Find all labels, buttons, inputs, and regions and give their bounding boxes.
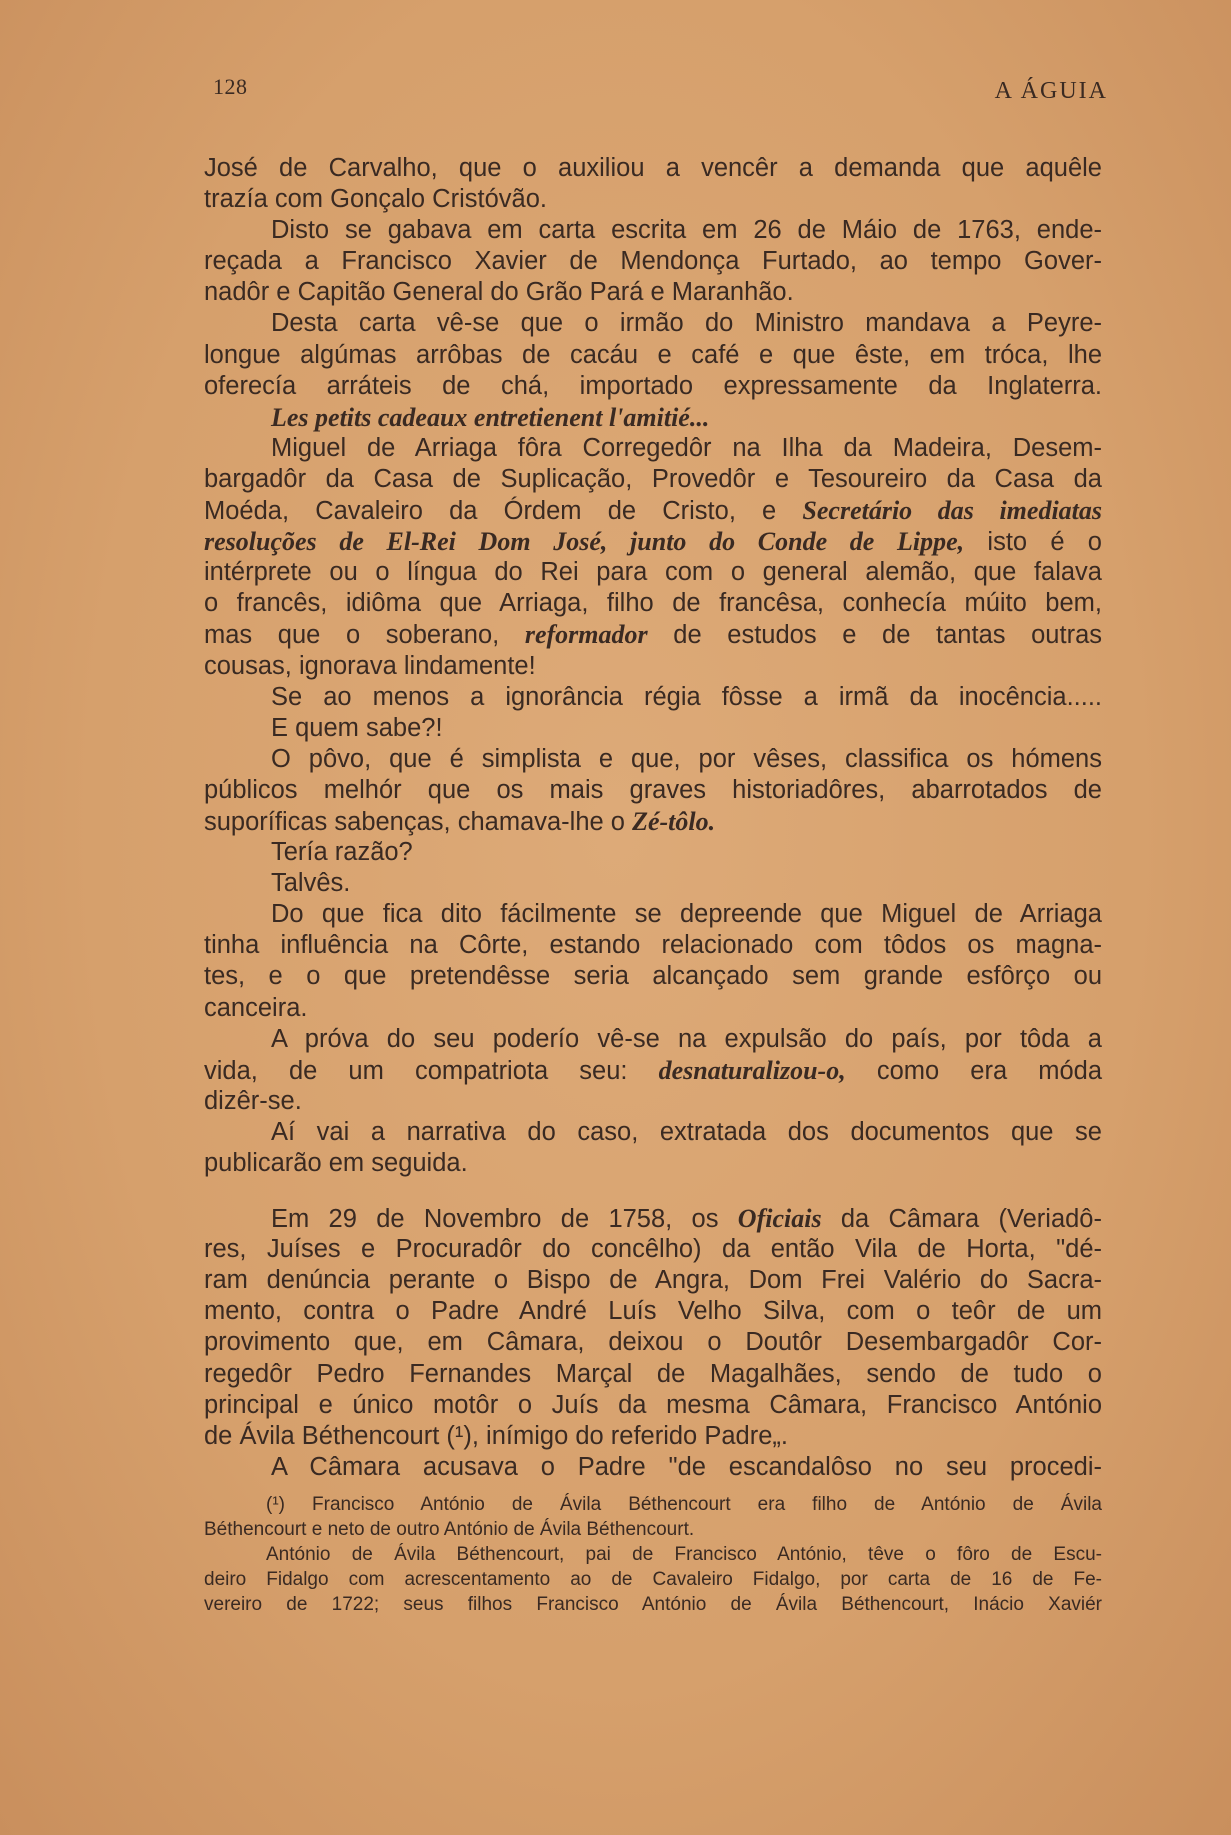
text-line: Disto se gabava em carta escrita em 26 de Máio de 1763, ende- bbox=[271, 216, 1102, 245]
text-line: cousas, ignorava lindamente! bbox=[204, 651, 536, 680]
text-line: Miguel de Arriaga fôra Corregedôr na Ilha da Madeira, Desem- bbox=[271, 433, 1102, 462]
text-line: regedôr Pedro Fernandes Marçal de Magalhães, sendo de tudo o bbox=[204, 1359, 1102, 1388]
text-line bbox=[204, 619, 1102, 650]
text-line: A Câmara acusava o Padre "de escandalôso no seu procedi- bbox=[271, 1452, 1102, 1481]
italic-run: Secretário das imediatas bbox=[802, 496, 1103, 526]
text-run: vida, de um compatriota seu: bbox=[204, 1056, 628, 1085]
text-line: Tería razão? bbox=[271, 838, 413, 867]
text-line: A próva do seu poderío vê-se na expulsão do país, por tôda a bbox=[271, 1024, 1102, 1053]
page-header bbox=[213, 74, 1108, 114]
text-line: José de Carvalho, que o auxiliou a vencêr a demanda que aquêle bbox=[204, 154, 1102, 182]
text-line: de Ávila Béthencourt (¹), inímigo do referido Padre„. bbox=[204, 1421, 788, 1450]
text-line: longue algúmas arrôbas de cacáu e café e que êste, em tróca, lhe bbox=[204, 340, 1102, 369]
paragraph-gap bbox=[204, 1179, 1102, 1203]
text-line: trazía com Gonçalo Cristóvão. bbox=[204, 185, 547, 214]
text-line bbox=[204, 1055, 1102, 1086]
footnote-line: deiro Fidalgo com acrescentamento ao de Cavaleiro Fidalgo, por carta de 16 de Fe- bbox=[204, 1569, 1102, 1590]
page-number: 128 bbox=[213, 74, 248, 99]
text-run: Em 29 de Novembro de 1758, os bbox=[271, 1205, 719, 1234]
text-run: como era móda bbox=[876, 1056, 1103, 1085]
italic-run: resoluções de El-Rei Dom José, junto do Conde de Lippe, bbox=[204, 527, 965, 557]
text-line: tes, e o que pretendêsse seria alcançado sem grande esfôrço ou bbox=[204, 962, 1102, 991]
text-line: mento, contra o Padre André Luís Velho Silva, com o teôr de um bbox=[204, 1297, 1102, 1326]
footnote-line: Béthencourt e neto de outro António de Ávila Béthencourt. bbox=[204, 1519, 695, 1540]
text-line: oferecía arráteis de chá, importado expressamente da Inglaterra. bbox=[204, 371, 1102, 400]
text-run: da Câmara (Veriadô- bbox=[840, 1205, 1102, 1234]
footnote-line: (¹) Francisco António de Ávila Béthencourt era filho de António de Ávila bbox=[266, 1494, 1102, 1515]
footnotes bbox=[204, 1492, 1102, 1617]
text-line: bargadôr da Casa de Suplicação, Provedôr e Tesoureiro da Casa da bbox=[204, 464, 1102, 493]
text-run: isto é o bbox=[987, 528, 1102, 557]
text-run: mas que o soberano, bbox=[204, 621, 500, 650]
text-line: dizêr-se. bbox=[204, 1086, 302, 1115]
italic-run: Zé-tôlo. bbox=[632, 806, 716, 836]
text-line: res, Juíses e Procuradôr do concêlho) da então Vila de Horta, "dé- bbox=[204, 1235, 1102, 1264]
text-line bbox=[204, 806, 1102, 837]
text-line: E quem sabe?! bbox=[271, 713, 443, 742]
text-line bbox=[204, 526, 1102, 557]
text-line: principal e único motôr o Juís da mesma Câmara, Francisco António bbox=[204, 1390, 1102, 1419]
text-run: suporíficas sabenças, chamava-lhe o bbox=[204, 807, 625, 836]
text-line: provimento que, em Câmara, deixou o Doutôr Desembargadôr Cor- bbox=[204, 1328, 1102, 1357]
text-line: intérprete ou o língua do Rei para com o general alemão, que falava bbox=[204, 558, 1102, 587]
text-line: O pôvo, que é simplista e que, por vêses, classifica os hómens bbox=[271, 744, 1102, 773]
body-text bbox=[204, 153, 1102, 1483]
text-line bbox=[204, 495, 1102, 526]
italic-quote: Les petits cadeaux entretienent l'amitié... bbox=[271, 402, 710, 432]
text-line bbox=[204, 402, 1102, 433]
text-line: públicos melhór que os mais graves historiadôres, abarrotados de bbox=[204, 775, 1102, 804]
text-line: Aí vai a narrativa do caso, extratada dos documentos que se bbox=[271, 1117, 1102, 1146]
text-line: canceira. bbox=[204, 993, 308, 1022]
text-line: publicarão em seguida. bbox=[204, 1149, 468, 1177]
text-line: tinha influência na Côrte, estando relacionado com tôdos os magna- bbox=[204, 931, 1102, 960]
text-line: nadôr e Capitão General do Grão Pará e Maranhão. bbox=[204, 278, 794, 307]
text-run: Moéda, Cavaleiro da Órdem de Cristo, e bbox=[204, 497, 777, 526]
text-line bbox=[204, 1203, 1102, 1234]
text-run: de estudos e de tantas outras bbox=[673, 621, 1102, 650]
text-line: Desta carta vê-se que o irmão do Ministro mandava a Peyre- bbox=[271, 309, 1102, 338]
italic-run: desnaturalizou-o, bbox=[658, 1055, 846, 1085]
text-line: ram denúncia perante o Bispo de Angra, Dom Frei Valério do Sacra- bbox=[204, 1266, 1102, 1295]
italic-run: Oficiais bbox=[737, 1204, 822, 1234]
italic-run: reformador bbox=[524, 620, 648, 650]
text-line: Do que fica dito fácilmente se depreende que Miguel de Arriaga bbox=[271, 900, 1102, 929]
text-line: o francês, idiôma que Arriaga, filho de francêsa, conhecía múito bem, bbox=[204, 589, 1102, 618]
footnote-line: António de Ávila Béthencourt, pai de Francisco António, têve o fôro de Escu- bbox=[266, 1544, 1102, 1565]
footnote-line: vereiro de 1722; seus filhos Francisco António de Ávila Béthencourt, Inácio Xaviér bbox=[204, 1594, 1102, 1615]
text-line: reçada a Francisco Xavier de Mendonça Furtado, ao tempo Gover- bbox=[204, 247, 1102, 276]
running-title: A ÁGUIA bbox=[994, 78, 1108, 104]
text-line: Se ao menos a ignorância régia fôsse a irmã da inocência..... bbox=[271, 682, 1102, 711]
text-line: Talvês. bbox=[271, 869, 351, 898]
